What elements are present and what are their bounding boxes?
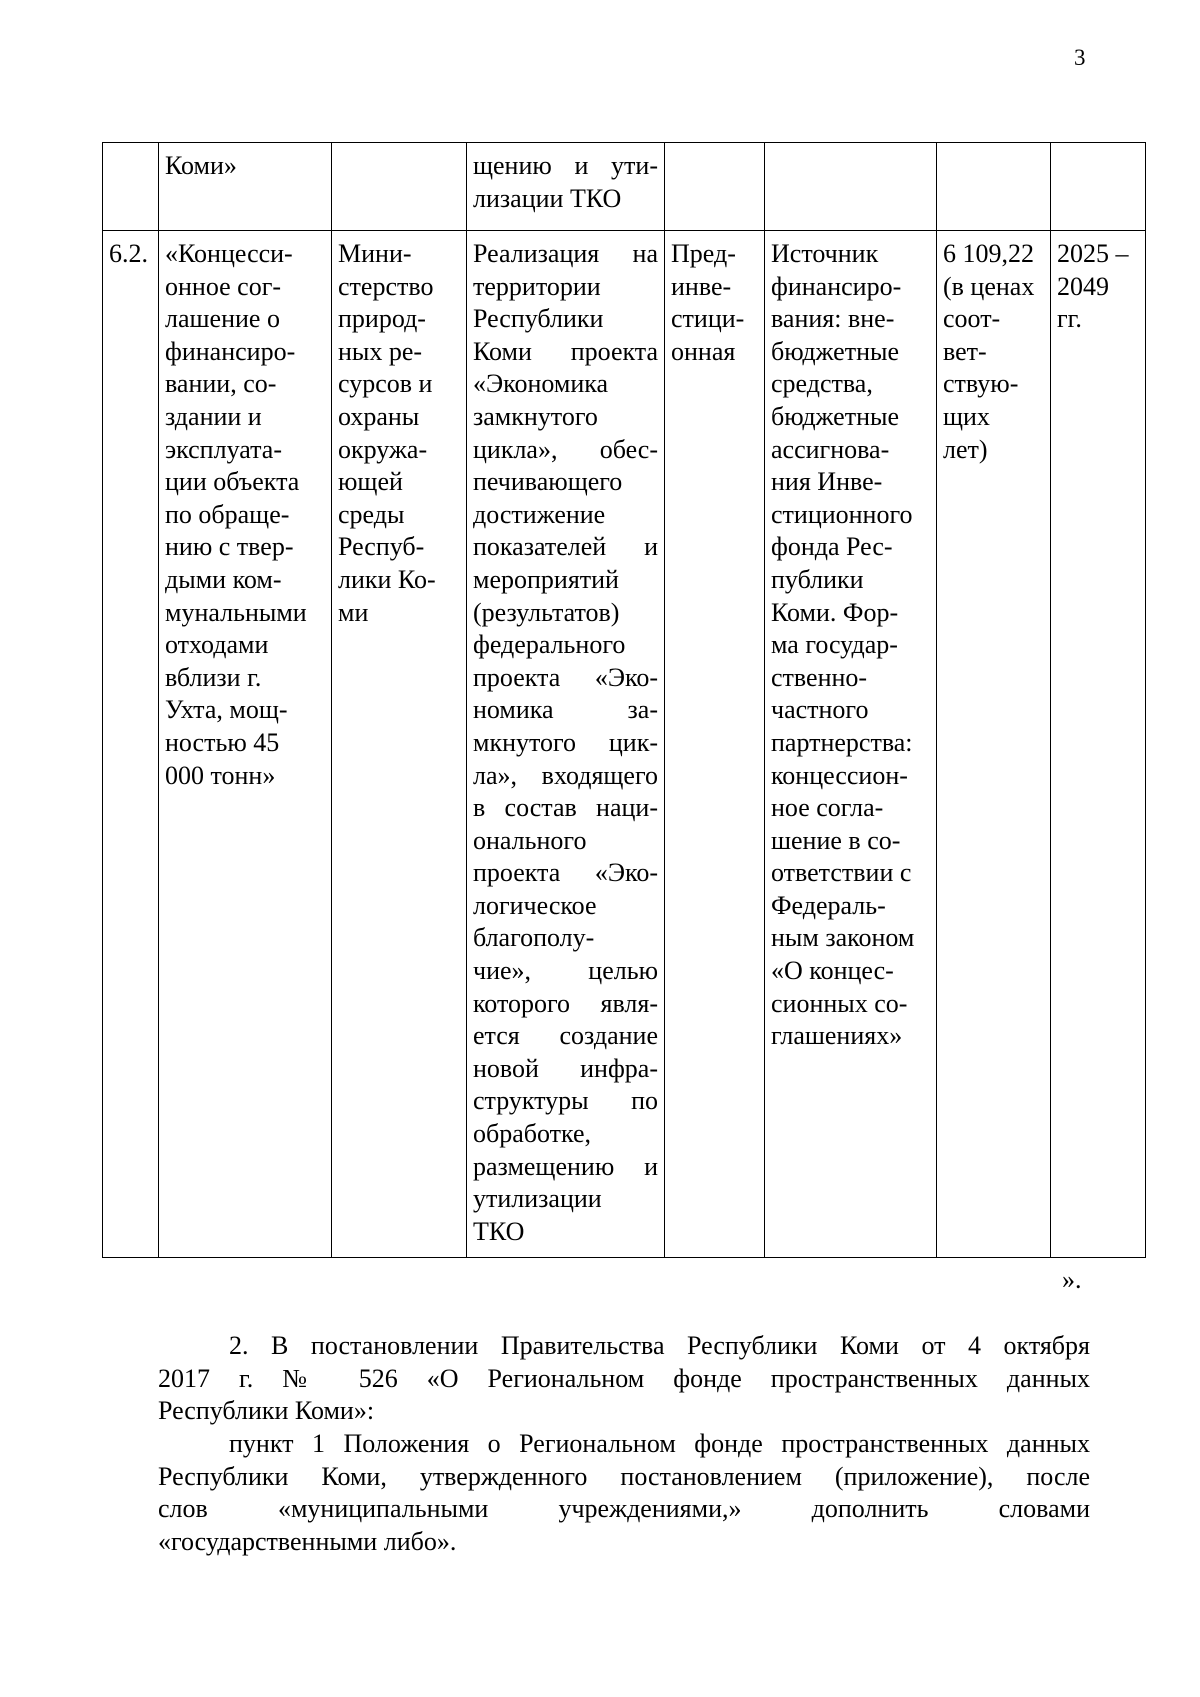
cell-text: лики Ко-: [338, 564, 436, 594]
cell-text: вания: вне-: [771, 304, 895, 334]
cell-text: печивающего: [473, 467, 623, 497]
cell-text: нию с твер-: [165, 532, 294, 562]
text-line: «государственными либо».: [158, 1526, 457, 1556]
cell-text: мкнутого цик-: [473, 727, 658, 757]
cell-text: Пред-: [671, 239, 736, 268]
cell-text: щих: [943, 401, 990, 431]
cell-text: ствую-: [943, 369, 1019, 399]
cell-text: размещению и: [473, 1151, 658, 1181]
cell-text: достижение: [473, 499, 606, 529]
paragraph-amendment: [158, 1330, 1090, 1428]
cell-text: ла», входящего: [473, 760, 658, 790]
cell-text: ответствии с: [771, 858, 912, 888]
cell-text: ми: [338, 597, 369, 627]
cell-text: ассигнова-: [771, 434, 890, 464]
cell-text: ется создание: [473, 1021, 658, 1051]
cell-text: бюджетные: [771, 336, 900, 366]
cell-period: [1051, 231, 1146, 1258]
cell-text: Коми»: [165, 151, 237, 180]
cell-text: ственно-: [771, 662, 868, 692]
data-table: [102, 142, 1146, 1258]
cell-text: инве-: [671, 271, 732, 301]
cell-text: «О концес-: [771, 956, 894, 986]
cell-description: [467, 143, 665, 231]
cell-text: Респуб-: [338, 532, 425, 562]
cell-text: благополу-: [473, 923, 595, 953]
cell-text: замкнутого: [473, 401, 598, 431]
cell-text: онное сог-: [165, 271, 282, 301]
cell-agency: [332, 231, 467, 1258]
cell-text: которого явля-: [473, 988, 658, 1018]
cell-text: лет): [943, 434, 988, 464]
name-lines: [165, 238, 325, 792]
cell-text: территории: [473, 271, 601, 301]
cell-text: вании, со-: [165, 369, 277, 399]
cell-text: здании и: [165, 401, 262, 431]
cell-num: [103, 143, 159, 231]
cell-text: гг.: [1057, 304, 1082, 334]
cell-num: [103, 231, 159, 1258]
cell-text: финансиро-: [165, 336, 296, 366]
cell-text: партнерства:: [771, 727, 913, 757]
cell-text: публики: [771, 564, 864, 594]
cell-text: Коми проекта: [473, 336, 658, 366]
page-number: 3: [1074, 45, 1086, 70]
cell-text: природ-: [338, 304, 426, 334]
cell-text: лашение о: [165, 304, 280, 334]
cell-text: средства,: [771, 369, 873, 399]
cell-text: проекта «Эко-: [473, 858, 658, 888]
cell-source: [765, 231, 937, 1258]
cell-text: лизации ТКО: [473, 183, 622, 213]
cell-text: онального: [473, 825, 587, 855]
cell-text: концессион-: [771, 760, 908, 790]
table-row-6-2: [103, 231, 1146, 1258]
cell-text: логическое: [473, 890, 597, 920]
cell-text: окружа-: [338, 434, 428, 464]
cell-text: вет-: [943, 336, 987, 366]
text-line: пункт 1 Положения о Региональном фонде пространственных данных: [229, 1429, 1090, 1458]
cell-text: финансиро-: [771, 271, 902, 301]
cell-text: охраны: [338, 401, 420, 431]
cell-text: (в ценах: [943, 271, 1035, 301]
cell-text: Источник: [771, 239, 879, 268]
cell-text: 2025 –: [1057, 239, 1129, 268]
cell-stage: [665, 231, 765, 1258]
cell-text: Федераль-: [771, 890, 886, 920]
cell-text: мунальными: [165, 597, 307, 627]
cell-text: Мини-: [338, 239, 412, 268]
text-line: Республики Коми, утвержденного постановлением (приложение), после: [158, 1461, 1090, 1491]
cell-text: цикла», обес-: [473, 434, 658, 464]
cell-text: Реализация на: [473, 239, 658, 268]
cell-text: стиционного: [771, 499, 913, 529]
cell-text: Ухта, мощ-: [165, 695, 288, 725]
cell-description: [467, 231, 665, 1258]
cell-name: [159, 231, 332, 1258]
cell-text: проекта «Эко-: [473, 662, 658, 692]
cell-text: ным законом: [771, 923, 915, 953]
cell-text: Республики: [473, 304, 604, 334]
text-line: слов «муниципальными учреждениями,» дополнить словами: [158, 1494, 1090, 1523]
cell-text: 6 109,22: [943, 239, 1034, 268]
cell-text: эксплуата-: [165, 434, 282, 464]
cell-text: федерального: [473, 630, 626, 660]
cell-text: Коми. Фор-: [771, 597, 899, 627]
cell-text: ных ре-: [338, 336, 423, 366]
cell-text: 2049: [1057, 271, 1109, 301]
cell-text: стерство: [338, 271, 434, 301]
cell-text: отходами: [165, 630, 269, 660]
cell-text: «Концесси-: [165, 239, 293, 268]
cell-text: онная: [671, 336, 736, 366]
cell-text: по обраще-: [165, 499, 290, 529]
cell-text: структуры по: [473, 1086, 658, 1116]
table-row-continuation: [103, 143, 1146, 231]
cell-text: шение в со-: [771, 825, 901, 855]
cell-text: частного: [771, 695, 869, 725]
cell-text: вблизи г.: [165, 662, 262, 692]
cell-text: среды: [338, 499, 405, 529]
cell-text: бюджетные: [771, 401, 900, 431]
cell-period: [1051, 143, 1146, 231]
cell-text: дыми ком-: [165, 564, 282, 594]
cell-text: фонда Рес-: [771, 532, 893, 562]
cell-text: сурсов и: [338, 369, 433, 399]
cell-text: в состав наци-: [473, 793, 658, 823]
cell-text: новой инфра-: [473, 1053, 658, 1083]
cell-text: сионных со-: [771, 988, 908, 1018]
cell-text: обработке,: [473, 1119, 592, 1149]
cell-text: ма государ-: [771, 630, 898, 660]
text-line: 2017 г. № 526 «О Региональном фонде пространственных данных: [158, 1363, 1090, 1393]
paragraph-clause-1: [158, 1428, 1090, 1558]
cell-amount: [937, 143, 1051, 231]
cell-text: ции объекта: [165, 467, 300, 497]
paragraph-2: [158, 1330, 1090, 1428]
cell-text: ния Инве-: [771, 467, 883, 497]
cell-text: соот-: [943, 304, 1001, 334]
cell-text: щению и ути-: [473, 151, 658, 180]
cell-text: утилизации: [473, 1184, 602, 1214]
cell-text: показателей и: [473, 532, 658, 562]
paragraph-clause: [158, 1428, 1090, 1558]
row-number: 6.2.: [109, 239, 148, 268]
cell-text: «Экономика: [473, 369, 609, 399]
cell-text: ное согла-: [771, 793, 884, 823]
cell-text: глашениях»: [771, 1021, 903, 1051]
cell-name: [159, 143, 332, 231]
cell-amount: [937, 231, 1051, 1258]
cell-text: ностью 45: [165, 727, 280, 757]
cell-stage: [665, 143, 765, 231]
cell-text: ющей: [338, 467, 403, 497]
text-line: Республики Коми»:: [158, 1396, 375, 1425]
cell-text: номика за-: [473, 695, 658, 725]
cell-text: мероприятий: [473, 564, 619, 594]
cell-text: ТКО: [473, 1216, 525, 1246]
cell-agency: [332, 143, 467, 231]
closing-quote: ».: [1062, 1265, 1082, 1294]
cell-source: [765, 143, 937, 231]
text-line: 2. В постановлении Правительства Республики Коми от 4 октября: [229, 1331, 1090, 1360]
cell-text: 000 тонн»: [165, 760, 276, 790]
cell-text: стици-: [671, 304, 745, 334]
cell-text: чие», целью: [473, 956, 658, 986]
cell-text: (результатов): [473, 597, 620, 627]
